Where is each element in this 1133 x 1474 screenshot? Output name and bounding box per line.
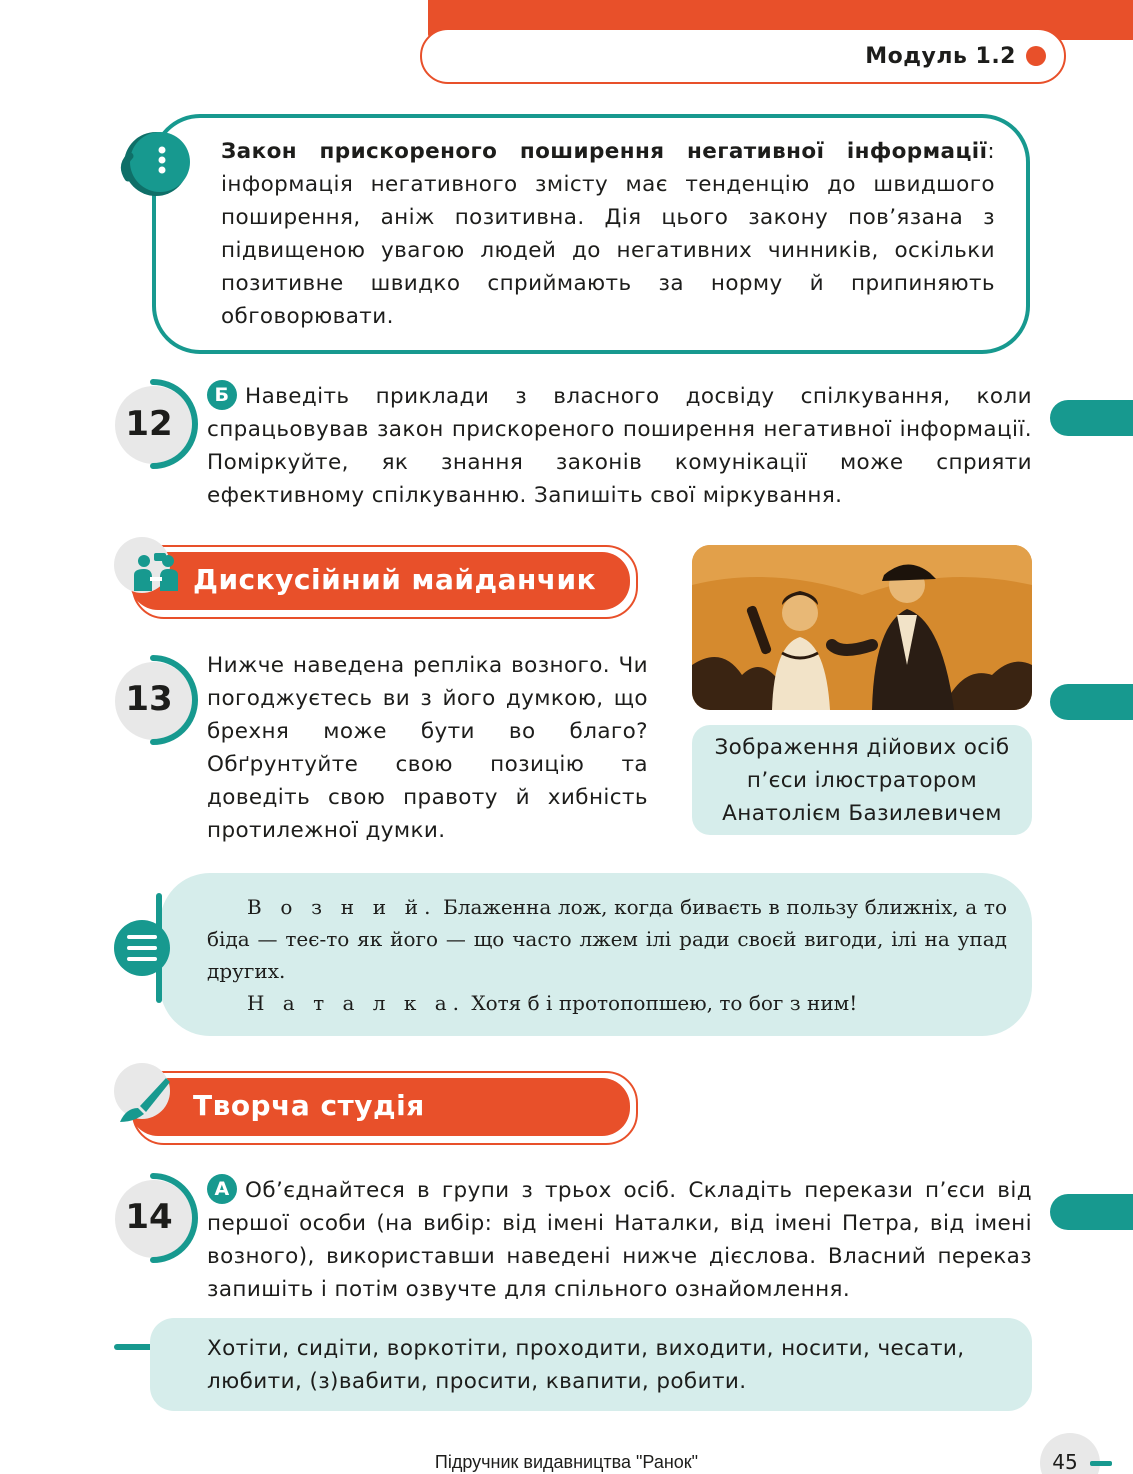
task-number-13: 13 [125, 679, 173, 719]
module-label: Модуль 1.2 [865, 44, 1016, 69]
task-number-12: 12 [125, 404, 173, 444]
side-tab [1050, 1194, 1133, 1230]
speaker-voznyi: В о з н и й. [247, 895, 437, 919]
law-body: : інформація негативного змісту має тенденцію до швидшого поширення, аніж позитивна. Дія цього закону пов’язана з підвищеною увагою людей до негативних чинників, оскільки позитивне швидко сприймають за норму й припиняють обговорювати. [221, 139, 995, 329]
quote-paragraph [207, 891, 1007, 987]
task-14-text [207, 1174, 1032, 1306]
task-12-text [207, 380, 1032, 512]
task-14-body: Об’єднайтеся в групи з трьох осіб. Складіть перекази п’єси від першої особи (на вибір: від імені Наталки, від імені Петра, від імені возного), використавши наведені нижче дієслова. Власний переказ запишіть і потім озвучте для спільного ознайомлення. [207, 1178, 1032, 1302]
brush-icon [116, 1074, 172, 1126]
law-definition-text [221, 135, 995, 333]
caption-line: Зображення дійових осіб [714, 735, 1010, 760]
task-number-14: 14 [125, 1197, 173, 1237]
creative-title: Творча студія [193, 1089, 425, 1122]
task-13-text: Нижче наведена репліка возного. Чи погоджуєтесь ви з його думкою, що брехня може бути во благо? Обґрунтуйте свою позицію та доведіть свою правоту й хибність протилежної думки. [207, 653, 648, 843]
caption-line: п’єси ілюстратором [746, 768, 978, 793]
level-badge: Б [207, 380, 237, 410]
task-12-body: Наведіть приклади з власного досвіду спілкування, коли спрацьовував закон прискореного поширення негативної інформації. Поміркуйте, як знання законів комунікації може сприяти ефективному спілкуванню. Запишіть свої міркування. [207, 384, 1032, 508]
side-tab [1050, 400, 1133, 436]
caption-line: Анатолієм Базилевичем [722, 801, 1002, 826]
illustration-characters [692, 545, 1032, 710]
quote-line: Блаженна лож, когда биваєть в пользу ближніх, а то біда — теє-то як його — що часто лжем ілі ради своєй вигоди, ілі на упад других. [207, 895, 1007, 983]
level-badge: А [207, 1174, 237, 1204]
module-dot [1026, 46, 1046, 66]
illustration-caption [692, 731, 1032, 830]
quote-paragraph [207, 987, 1007, 1019]
footer-publisher: Підручник видавництва "Ранок" [434, 1452, 699, 1472]
discussion-people-icon [132, 551, 180, 595]
side-tab [1050, 684, 1133, 720]
text-excerpt-icon [112, 893, 172, 1003]
question-bubble-icon [112, 126, 192, 206]
verbs-text: Хотіти, сидіти, воркотіти, проходити, виходити, носити, чесати, любити, (з)вабити, просити, квапити, робити. [207, 1336, 965, 1394]
quote-text [207, 891, 1007, 1019]
quote-line: Хотя б і протопопшею, то бог з ним! [464, 991, 858, 1015]
law-title: Закон прискореного поширення негативної інформації [221, 139, 988, 164]
page-number: 45 [1052, 1450, 1078, 1474]
speaker-natalka: Н а т а л к а. [247, 991, 465, 1015]
discussion-title: Дискусійний майданчик [193, 563, 597, 596]
